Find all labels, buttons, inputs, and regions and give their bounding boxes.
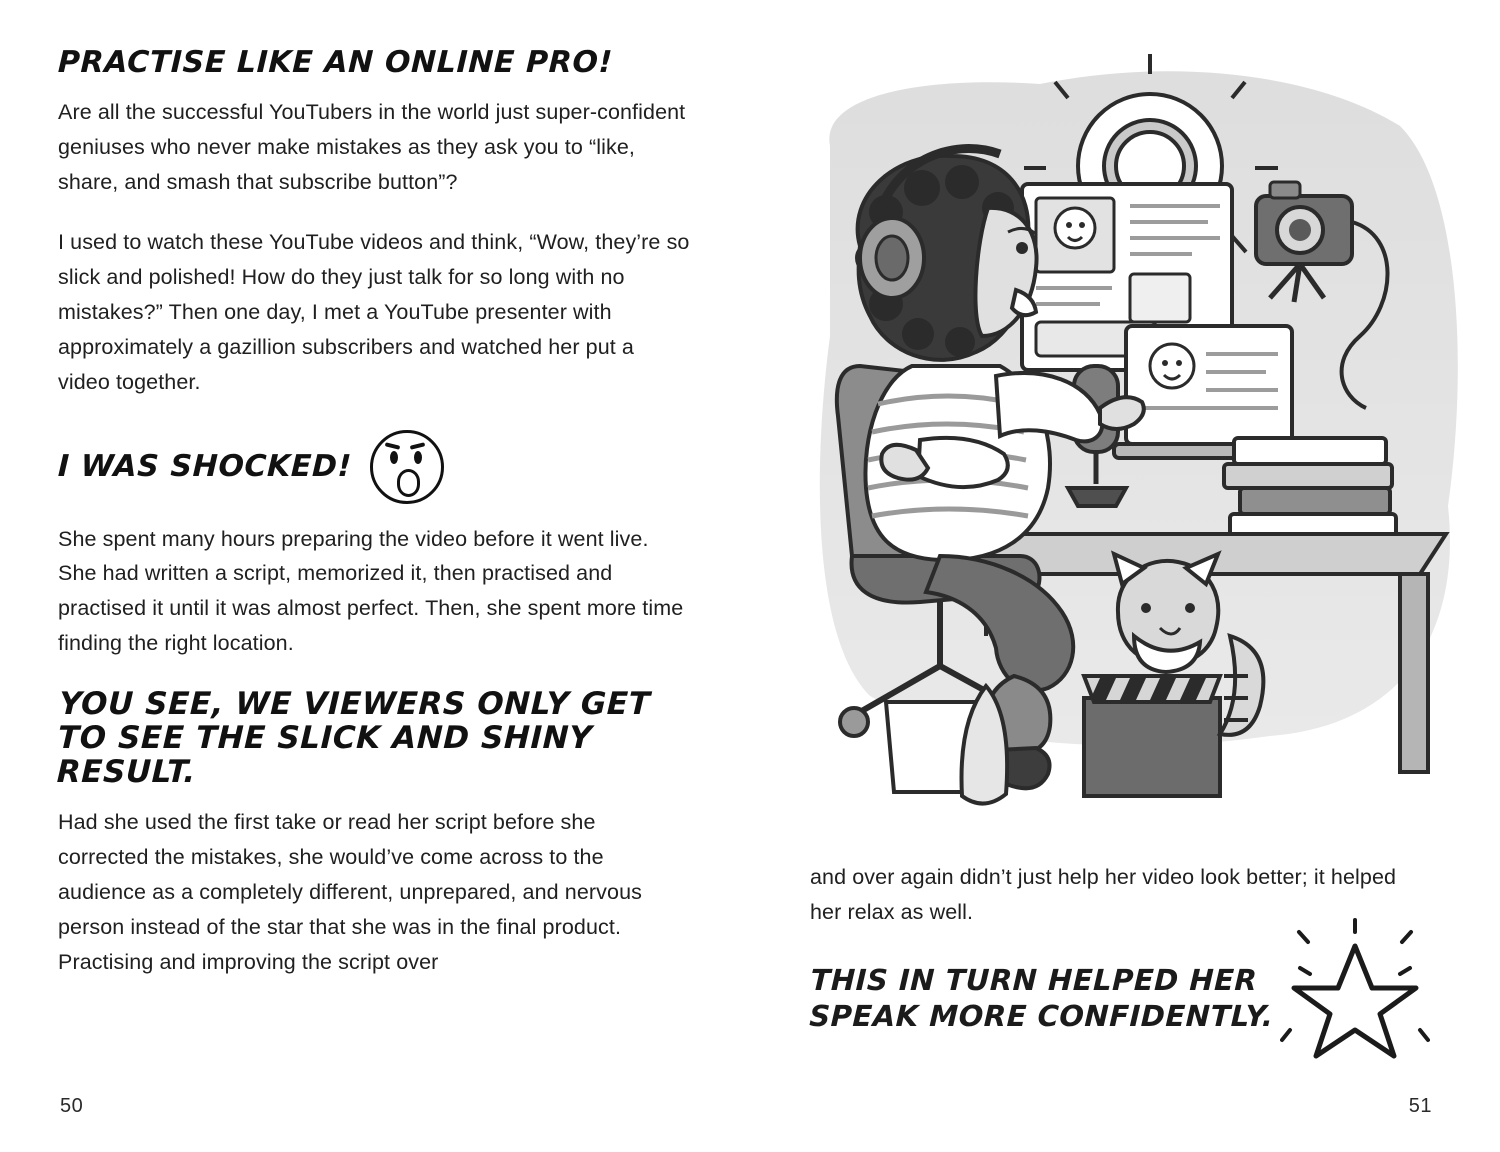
shocked-heading-row: [58, 430, 690, 504]
paragraph-2: I used to watch these YouTube videos and think, “Wow, they’re so slick and polished! How do they just talk for so long with no mistakes?” Then one day, I met a YouTube presenter with approximately a gazillion subscribers and watched her put a video together.: [58, 230, 690, 394]
floor-props: [886, 686, 1007, 804]
page-number-right: 51: [1408, 1095, 1432, 1117]
page-number-left: 50: [60, 1095, 84, 1117]
page-right: [750, 0, 1500, 1152]
paragraph-1: Are all the successful YouTubers in the world just super-confident geniuses who never make mistakes as they ask you to “like, share, and smash that subscribe button”?: [58, 100, 686, 194]
illustration-youtuber-scene: [800, 36, 1420, 826]
shocked-face-icon: [370, 430, 444, 504]
paragraph-4: Had she used the first take or read her script before she corrected the mistakes, she would’ve come across to the audience as a completely different, unprepared, and nervous person instead of the star that she was in the final product. Practising and improving the script over: [58, 810, 642, 974]
closing-heading: THIS IN TURN HELPED HER SPEAK MORE CONFIDENTLY.: [808, 962, 1275, 1033]
paragraph-3: She spent many hours preparing the video before it went live. She had written a script, memorized it, then practised and practised it until it was almost perfect. Then, she spent more time finding the right location.: [58, 526, 684, 656]
viewers-heading: YOU SEE, WE VIEWERS ONLY GET TO SEE THE SLICK AND SHINY RESULT.: [56, 685, 651, 791]
shocked-heading: I WAS SHOCKED!: [57, 449, 353, 485]
book-stack: [1224, 438, 1396, 536]
eye: [1016, 242, 1028, 254]
paragraph-continued: and over again didn’t just help her video look better; it helped her relax as well.: [810, 865, 1397, 924]
page-title: PRACTISE LIKE AN ONLINE PRO!: [57, 45, 614, 80]
star-burst-icon: [1280, 918, 1430, 1068]
right-page-text: [810, 860, 1430, 1034]
illustration-svg: [800, 36, 1500, 826]
